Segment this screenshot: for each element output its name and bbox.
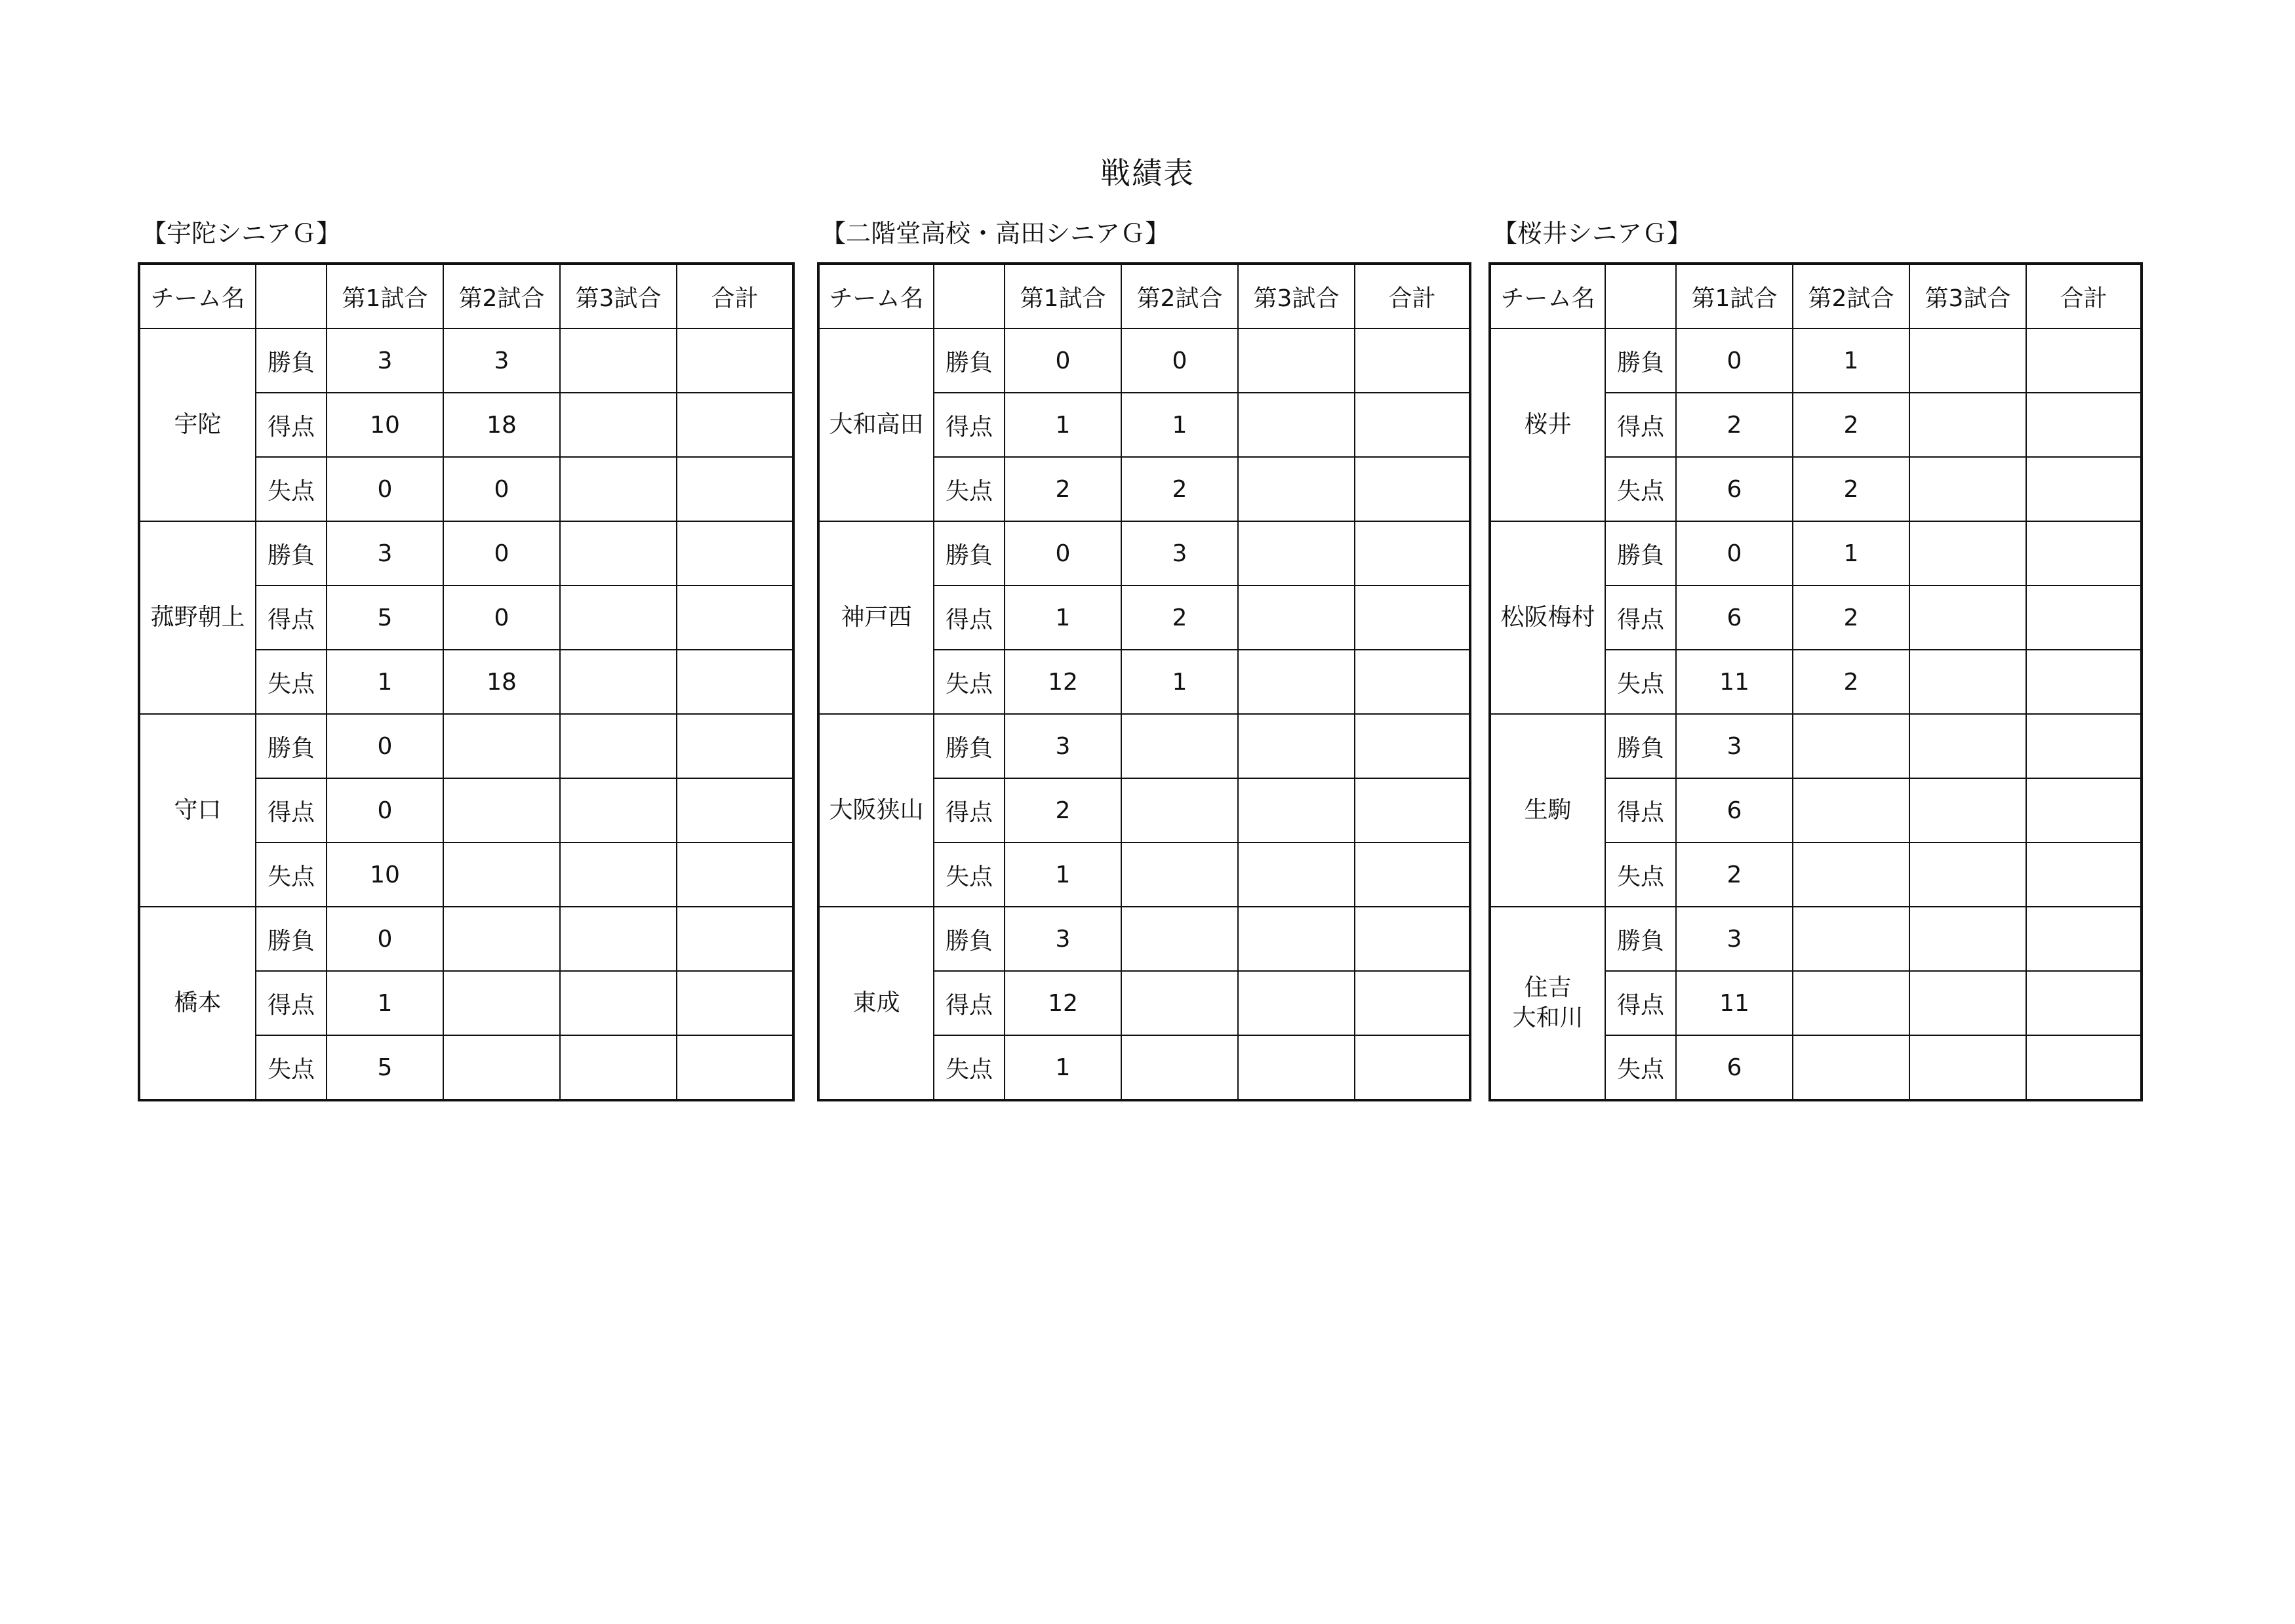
game-2-cell: 1 [1793, 521, 1909, 585]
page-title: 戦績表 [1100, 155, 1195, 191]
total-cell [1355, 393, 1470, 457]
metric-label: 勝負 [1605, 907, 1676, 971]
game-3-cell [1238, 778, 1355, 842]
metric-label: 勝負 [256, 907, 327, 971]
metric-label: 得点 [934, 778, 1005, 842]
game-3-cell [560, 585, 677, 650]
game-2-cell [1121, 778, 1238, 842]
game-1-cell: 3 [1676, 907, 1793, 971]
total-cell [677, 971, 793, 1035]
team-name-text: 大阪狭山 [829, 797, 924, 823]
results-table [817, 262, 1471, 1101]
group-title: 【二階堂高校・高田シニアＧ】 [821, 219, 1170, 248]
game-1-cell: 0 [1676, 521, 1793, 585]
game-3-cell [560, 971, 677, 1035]
metric-label: 得点 [256, 778, 327, 842]
game-3-cell [1238, 328, 1355, 393]
total-cell [677, 1035, 793, 1100]
metric-label: 得点 [1605, 393, 1676, 457]
game-1-cell: 1 [327, 650, 443, 714]
game-2-cell [1793, 907, 1909, 971]
game-1-cell: 3 [327, 328, 443, 393]
game-3-cell [1238, 650, 1355, 714]
total-cell [677, 457, 793, 521]
game-1-cell: 1 [1005, 1035, 1121, 1100]
game-1-cell: 3 [1005, 907, 1121, 971]
game-3-cell [1238, 714, 1355, 778]
game-1-cell: 12 [1005, 971, 1121, 1035]
header-total: 合計 [1355, 264, 1470, 328]
total-cell [2026, 907, 2142, 971]
header-game-3: 第3試合 [1238, 264, 1355, 328]
game-2-cell: 2 [1793, 650, 1909, 714]
game-3-cell [560, 907, 677, 971]
game-3-cell [1909, 1035, 2026, 1100]
team-name-text: 東成 [852, 989, 900, 1016]
header-game-3: 第3試合 [1909, 264, 2026, 328]
header-game-1: 第1試合 [327, 264, 443, 328]
metric-label: 得点 [256, 393, 327, 457]
team-name-text: 大和高田 [829, 411, 924, 438]
game-1-cell: 11 [1676, 971, 1793, 1035]
game-2-cell [1793, 971, 1909, 1035]
header-team-name: チーム名 [139, 264, 256, 328]
game-1-cell: 6 [1676, 778, 1793, 842]
table-row [818, 328, 1470, 393]
table-row [1490, 328, 2142, 393]
game-2-cell [1793, 1035, 1909, 1100]
game-1-cell: 10 [327, 393, 443, 457]
header-team-name: チーム名 [818, 264, 934, 328]
team-name [139, 907, 256, 1100]
game-3-cell [1909, 328, 2026, 393]
metric-label: 勝負 [934, 714, 1005, 778]
metric-label: 勝負 [1605, 521, 1676, 585]
game-2-cell [1121, 971, 1238, 1035]
standings-group [1488, 216, 2143, 1101]
team-name-text: 橋本 [174, 989, 222, 1016]
results-table [1488, 262, 2143, 1101]
game-2-cell [443, 971, 560, 1035]
team-name [139, 521, 256, 714]
game-3-cell [560, 457, 677, 521]
header-game-1: 第1試合 [1005, 264, 1121, 328]
game-1-cell: 1 [1005, 842, 1121, 907]
game-3-cell [1238, 842, 1355, 907]
metric-label: 得点 [1605, 778, 1676, 842]
game-3-cell [1238, 393, 1355, 457]
game-3-cell [1909, 585, 2026, 650]
metric-label: 勝負 [256, 328, 327, 393]
total-cell [677, 521, 793, 585]
team-name [139, 328, 256, 521]
metric-label: 勝負 [934, 521, 1005, 585]
standings-group [817, 216, 1471, 1101]
metric-label: 失点 [934, 457, 1005, 521]
game-1-cell: 12 [1005, 650, 1121, 714]
game-1-cell: 10 [327, 842, 443, 907]
game-2-cell [443, 842, 560, 907]
game-2-cell: 18 [443, 393, 560, 457]
metric-label: 失点 [256, 457, 327, 521]
total-cell [1355, 971, 1470, 1035]
header-total: 合計 [677, 264, 793, 328]
game-2-cell [443, 907, 560, 971]
game-2-cell: 1 [1121, 650, 1238, 714]
game-3-cell [560, 393, 677, 457]
game-1-cell: 2 [1676, 842, 1793, 907]
metric-label: 失点 [256, 1035, 327, 1100]
game-3-cell [1238, 907, 1355, 971]
game-3-cell [1909, 393, 2026, 457]
header-game-3: 第3試合 [560, 264, 677, 328]
header-game-2: 第2試合 [1121, 264, 1238, 328]
total-cell [2026, 650, 2142, 714]
game-1-cell: 0 [1005, 521, 1121, 585]
game-1-cell: 3 [1005, 714, 1121, 778]
header-game-2: 第2試合 [443, 264, 560, 328]
game-3-cell [1909, 778, 2026, 842]
team-name-text: 生駒 [1524, 797, 1572, 823]
total-cell [1355, 457, 1470, 521]
team-name [818, 328, 934, 521]
game-3-cell [560, 521, 677, 585]
team-name-text: 守口 [174, 797, 222, 823]
team-name [818, 714, 934, 907]
total-cell [2026, 842, 2142, 907]
table-row [818, 521, 1470, 585]
metric-label: 得点 [1605, 585, 1676, 650]
team-name [1490, 714, 1605, 907]
table-row [1490, 521, 2142, 585]
header-metric [256, 264, 327, 328]
total-cell [677, 328, 793, 393]
total-cell [1355, 907, 1470, 971]
total-cell [677, 585, 793, 650]
game-3-cell [1238, 521, 1355, 585]
team-name [1490, 907, 1605, 1100]
total-cell [1355, 1035, 1470, 1100]
total-cell [1355, 714, 1470, 778]
game-2-cell: 2 [1793, 457, 1909, 521]
total-cell [2026, 585, 2142, 650]
total-cell [2026, 457, 2142, 521]
total-cell [1355, 585, 1470, 650]
game-2-cell: 1 [1793, 328, 1909, 393]
team-name-text: 住吉 大和川 [1512, 974, 1584, 1031]
table-row [139, 521, 793, 585]
total-cell [2026, 393, 2142, 457]
total-cell [677, 842, 793, 907]
game-2-cell [1121, 907, 1238, 971]
game-2-cell: 3 [1121, 521, 1238, 585]
game-2-cell [1121, 714, 1238, 778]
metric-label: 得点 [934, 971, 1005, 1035]
game-3-cell [560, 714, 677, 778]
game-2-cell: 2 [1121, 457, 1238, 521]
team-name [139, 714, 256, 907]
game-1-cell: 5 [327, 585, 443, 650]
game-3-cell [1909, 457, 2026, 521]
header-row [818, 264, 1470, 328]
game-2-cell [443, 778, 560, 842]
game-1-cell: 0 [327, 907, 443, 971]
game-2-cell [1793, 842, 1909, 907]
header-row [139, 264, 793, 328]
metric-label: 失点 [934, 650, 1005, 714]
game-2-cell [1121, 842, 1238, 907]
header-game-1: 第1試合 [1676, 264, 1793, 328]
game-1-cell: 0 [327, 714, 443, 778]
metric-label: 得点 [256, 585, 327, 650]
game-2-cell: 1 [1121, 393, 1238, 457]
game-3-cell [560, 650, 677, 714]
header-metric [1605, 264, 1676, 328]
game-1-cell: 0 [1005, 328, 1121, 393]
metric-label: 失点 [934, 842, 1005, 907]
metric-label: 勝負 [1605, 328, 1676, 393]
game-2-cell [1793, 714, 1909, 778]
standings-group [138, 216, 795, 1101]
header-total: 合計 [2026, 264, 2142, 328]
game-3-cell [1909, 842, 2026, 907]
game-3-cell [1909, 650, 2026, 714]
team-name [1490, 328, 1605, 521]
team-name-text: 宇陀 [174, 411, 222, 438]
game-1-cell: 1 [1005, 393, 1121, 457]
game-1-cell: 3 [327, 521, 443, 585]
game-1-cell: 11 [1676, 650, 1793, 714]
metric-label: 失点 [1605, 1035, 1676, 1100]
game-2-cell [1793, 778, 1909, 842]
game-2-cell: 2 [1121, 585, 1238, 650]
total-cell [2026, 521, 2142, 585]
total-cell [2026, 778, 2142, 842]
game-3-cell [560, 842, 677, 907]
total-cell [677, 907, 793, 971]
total-cell [1355, 842, 1470, 907]
total-cell [1355, 650, 1470, 714]
game-2-cell: 0 [443, 585, 560, 650]
table-row [1490, 907, 2142, 971]
team-name-text: 菰野朝上 [150, 604, 245, 631]
team-name [818, 907, 934, 1100]
metric-label: 勝負 [1605, 714, 1676, 778]
game-1-cell: 0 [327, 457, 443, 521]
group-title: 【宇陀シニアＧ】 [142, 219, 342, 248]
game-3-cell [560, 328, 677, 393]
game-3-cell [1238, 585, 1355, 650]
total-cell [1355, 521, 1470, 585]
game-1-cell: 2 [1005, 457, 1121, 521]
total-cell [1355, 328, 1470, 393]
table-row [139, 328, 793, 393]
metric-label: 勝負 [934, 907, 1005, 971]
game-3-cell [1909, 714, 2026, 778]
metric-label: 失点 [256, 650, 327, 714]
table-row [139, 907, 793, 971]
game-2-cell: 3 [443, 328, 560, 393]
game-2-cell: 18 [443, 650, 560, 714]
team-name-text: 松阪梅村 [1500, 604, 1595, 631]
total-cell [2026, 714, 2142, 778]
total-cell [677, 650, 793, 714]
game-1-cell: 0 [327, 778, 443, 842]
total-cell [2026, 328, 2142, 393]
game-2-cell: 2 [1793, 585, 1909, 650]
game-1-cell: 1 [327, 971, 443, 1035]
game-1-cell: 6 [1676, 457, 1793, 521]
header-metric [934, 264, 1005, 328]
team-name [818, 521, 934, 714]
game-1-cell: 2 [1005, 778, 1121, 842]
metric-label: 失点 [934, 1035, 1005, 1100]
metric-label: 勝負 [256, 521, 327, 585]
game-3-cell [560, 778, 677, 842]
table-row [818, 907, 1470, 971]
group-title: 【桜井シニアＧ】 [1492, 219, 1692, 248]
metric-label: 得点 [934, 585, 1005, 650]
team-name-text: 神戸西 [841, 604, 912, 631]
game-1-cell: 2 [1676, 393, 1793, 457]
metric-label: 得点 [256, 971, 327, 1035]
header-game-2: 第2試合 [1793, 264, 1909, 328]
game-2-cell [443, 714, 560, 778]
metric-label: 勝負 [256, 714, 327, 778]
game-3-cell [1238, 1035, 1355, 1100]
game-1-cell: 6 [1676, 585, 1793, 650]
game-2-cell: 0 [1121, 328, 1238, 393]
game-1-cell: 0 [1676, 328, 1793, 393]
metric-label: 得点 [934, 393, 1005, 457]
game-3-cell [1909, 971, 2026, 1035]
metric-label: 失点 [1605, 650, 1676, 714]
game-3-cell [1909, 521, 2026, 585]
game-2-cell: 2 [1793, 393, 1909, 457]
game-3-cell [1238, 971, 1355, 1035]
game-1-cell: 1 [1005, 585, 1121, 650]
metric-label: 得点 [1605, 971, 1676, 1035]
metric-label: 失点 [256, 842, 327, 907]
table-row [818, 714, 1470, 778]
metric-label: 失点 [1605, 842, 1676, 907]
total-cell [677, 393, 793, 457]
total-cell [1355, 778, 1470, 842]
game-2-cell [1121, 1035, 1238, 1100]
game-3-cell [1909, 907, 2026, 971]
header-team-name: チーム名 [1490, 264, 1605, 328]
team-name [1490, 521, 1605, 714]
metric-label: 失点 [1605, 457, 1676, 521]
total-cell [2026, 1035, 2142, 1100]
game-2-cell: 0 [443, 521, 560, 585]
table-row [139, 714, 793, 778]
game-3-cell [1238, 457, 1355, 521]
total-cell [677, 714, 793, 778]
header-row [1490, 264, 2142, 328]
game-3-cell [560, 1035, 677, 1100]
table-row [1490, 714, 2142, 778]
game-1-cell: 3 [1676, 714, 1793, 778]
team-name-text: 桜井 [1524, 411, 1572, 438]
total-cell [677, 778, 793, 842]
metric-label: 勝負 [934, 328, 1005, 393]
game-2-cell [443, 1035, 560, 1100]
total-cell [2026, 971, 2142, 1035]
results-table [138, 262, 795, 1101]
game-1-cell: 5 [327, 1035, 443, 1100]
game-2-cell: 0 [443, 457, 560, 521]
game-1-cell: 6 [1676, 1035, 1793, 1100]
